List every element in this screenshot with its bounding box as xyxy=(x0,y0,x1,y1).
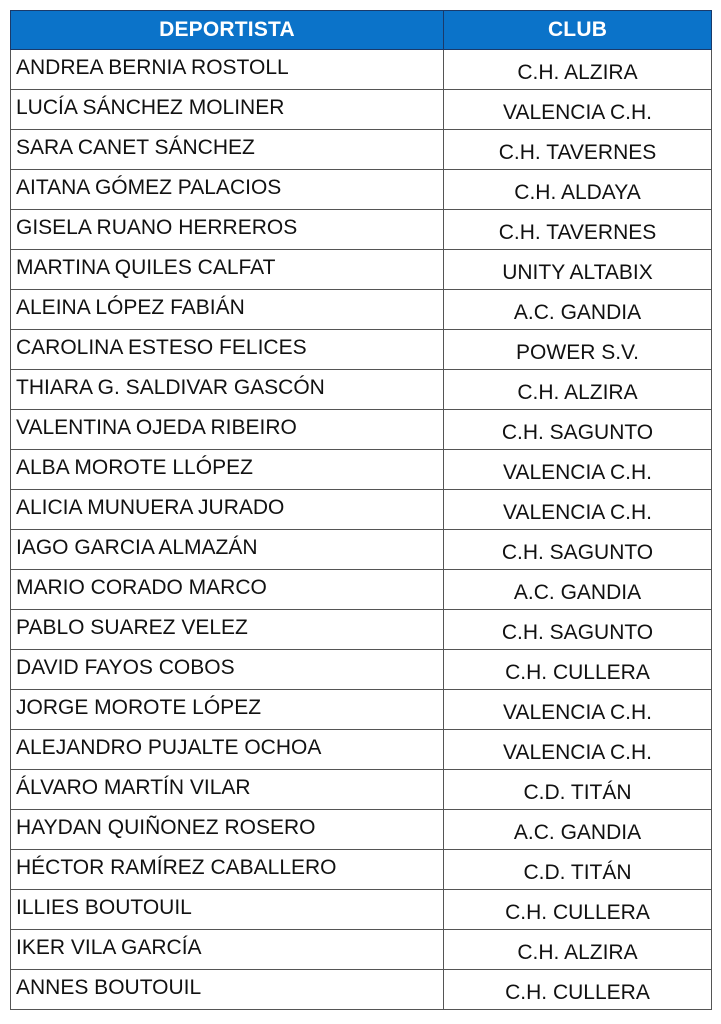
table-row xyxy=(11,890,712,930)
club-cell: POWER S.V. xyxy=(444,330,712,370)
athlete-name-cell: HÉCTOR RAMÍREZ CABALLERO xyxy=(11,850,444,890)
header-row xyxy=(11,11,712,50)
athlete-name-cell: SARA CANET SÁNCHEZ xyxy=(11,130,444,170)
table-body xyxy=(11,50,712,1010)
club-cell: UNITY ALTABIX xyxy=(444,250,712,290)
athlete-name-cell: ILLIES BOUTOUIL xyxy=(11,890,444,930)
table-row xyxy=(11,930,712,970)
club-cell: C.D. TITÁN xyxy=(444,850,712,890)
club-cell: C.H. TAVERNES xyxy=(444,130,712,170)
athlete-name-cell: GISELA RUANO HERREROS xyxy=(11,210,444,250)
athlete-name-cell: ANDREA BERNIA ROSTOLL xyxy=(11,50,444,90)
table-row xyxy=(11,570,712,610)
table-row xyxy=(11,90,712,130)
athlete-name-cell: ALBA MOROTE LLÓPEZ xyxy=(11,450,444,490)
table-row xyxy=(11,50,712,90)
athlete-name-cell: THIARA G. SALDIVAR GASCÓN xyxy=(11,370,444,410)
athlete-name-cell: ÁLVARO MARTÍN VILAR xyxy=(11,770,444,810)
athlete-name-cell: ALEINA LÓPEZ FABIÁN xyxy=(11,290,444,330)
table-row xyxy=(11,130,712,170)
athletes-table xyxy=(10,10,712,1010)
athlete-name-cell: CAROLINA ESTESO FELICES xyxy=(11,330,444,370)
table-row xyxy=(11,730,712,770)
athlete-name-cell: AITANA GÓMEZ PALACIOS xyxy=(11,170,444,210)
header-deportista: DEPORTISTA xyxy=(11,11,444,50)
athletes-table-sheet xyxy=(10,10,711,1010)
club-cell: C.H. SAGUNTO xyxy=(444,410,712,450)
athlete-name-cell: ALICIA MUNUERA JURADO xyxy=(11,490,444,530)
table-row xyxy=(11,370,712,410)
club-cell: C.H. SAGUNTO xyxy=(444,610,712,650)
table-row xyxy=(11,650,712,690)
athlete-name-cell: MARIO CORADO MARCO xyxy=(11,570,444,610)
athlete-name-cell: ANNES BOUTOUIL xyxy=(11,970,444,1010)
club-cell: A.C. GANDIA xyxy=(444,810,712,850)
table-row xyxy=(11,210,712,250)
club-cell: C.H. TAVERNES xyxy=(444,210,712,250)
club-cell: VALENCIA C.H. xyxy=(444,490,712,530)
table-row xyxy=(11,690,712,730)
table-row xyxy=(11,970,712,1010)
athlete-name-cell: ALEJANDRO PUJALTE OCHOA xyxy=(11,730,444,770)
club-cell: A.C. GANDIA xyxy=(444,290,712,330)
club-cell: C.H. ALDAYA xyxy=(444,170,712,210)
table-row xyxy=(11,330,712,370)
table-row xyxy=(11,250,712,290)
table-row xyxy=(11,610,712,650)
athlete-name-cell: JORGE MOROTE LÓPEZ xyxy=(11,690,444,730)
club-cell: C.H. CULLERA xyxy=(444,650,712,690)
table-row xyxy=(11,810,712,850)
table-row xyxy=(11,170,712,210)
table-row xyxy=(11,490,712,530)
club-cell: C.D. TITÁN xyxy=(444,770,712,810)
table-row xyxy=(11,450,712,490)
athlete-name-cell: HAYDAN QUIÑONEZ ROSERO xyxy=(11,810,444,850)
club-cell: A.C. GANDIA xyxy=(444,570,712,610)
header-club: CLUB xyxy=(444,11,712,50)
athlete-name-cell: DAVID FAYOS COBOS xyxy=(11,650,444,690)
athlete-name-cell: LUCÍA SÁNCHEZ MOLINER xyxy=(11,90,444,130)
club-cell: VALENCIA C.H. xyxy=(444,730,712,770)
club-cell: C.H. SAGUNTO xyxy=(444,530,712,570)
table-row xyxy=(11,850,712,890)
athlete-name-cell: MARTINA QUILES CALFAT xyxy=(11,250,444,290)
athlete-name-cell: IKER VILA GARCÍA xyxy=(11,930,444,970)
table-row xyxy=(11,290,712,330)
athlete-name-cell: VALENTINA OJEDA RIBEIRO xyxy=(11,410,444,450)
club-cell: C.H. CULLERA xyxy=(444,890,712,930)
athlete-name-cell: PABLO SUAREZ VELEZ xyxy=(11,610,444,650)
club-cell: C.H. ALZIRA xyxy=(444,930,712,970)
club-cell: VALENCIA C.H. xyxy=(444,450,712,490)
club-cell: VALENCIA C.H. xyxy=(444,90,712,130)
club-cell: VALENCIA C.H. xyxy=(444,690,712,730)
club-cell: C.H. ALZIRA xyxy=(444,370,712,410)
club-cell: C.H. CULLERA xyxy=(444,970,712,1010)
club-cell: C.H. ALZIRA xyxy=(444,50,712,90)
athlete-name-cell: IAGO GARCIA ALMAZÁN xyxy=(11,530,444,570)
table-row xyxy=(11,410,712,450)
table-row xyxy=(11,530,712,570)
table-row xyxy=(11,770,712,810)
